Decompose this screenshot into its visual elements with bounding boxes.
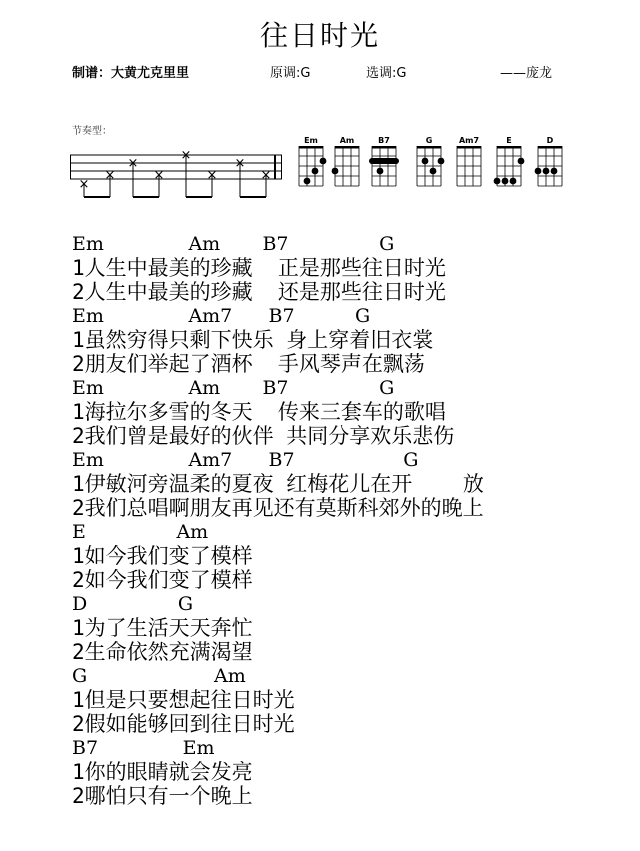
lyric-line: 2如今我们变了模样 — [72, 568, 253, 592]
chord-diagram-em — [299, 136, 326, 186]
chord-name: Am7 — [458, 136, 480, 145]
lyric-line: 2生命依然充满渴望 — [72, 640, 253, 664]
lyric-line: 1你的眼睛就会发亮 — [72, 760, 253, 784]
author-credit: ——庞龙 — [500, 66, 553, 81]
chord-line: Em Am7 B7 G — [72, 449, 419, 471]
chord-name: Em — [304, 136, 318, 145]
chord-line: G Am — [72, 665, 246, 687]
arranger-label: 制谱：大黄尤克里里 — [72, 66, 190, 81]
chord-diagram-g — [417, 136, 444, 186]
lyric-line: 2哪怕只有一个晚上 — [72, 784, 253, 808]
svg-text:×: × — [234, 156, 246, 171]
chord-line: Em Am B7 G — [72, 233, 395, 255]
lyric-line: 2我们总唱啊朋友再见还有莫斯科郊外的晚上 — [72, 496, 484, 520]
chord-line: Em Am7 B7 G — [72, 305, 371, 327]
lyric-line: 1伊敏河旁温柔的夏夜 红梅花儿在开 放 — [72, 472, 484, 496]
original-key: 原调:G — [270, 66, 311, 81]
lyric-line: 1为了生活天天奔忙 — [72, 616, 253, 640]
lyric-line: 1人生中最美的珍藏 正是那些往日时光 — [72, 256, 446, 280]
chord-diagram-b7 — [369, 136, 399, 186]
svg-text:×: × — [260, 168, 272, 183]
chord-name: Am — [339, 136, 355, 145]
chord-name: B7 — [378, 136, 390, 145]
selected-key: 选调:G — [366, 66, 407, 81]
svg-text:×: × — [78, 177, 90, 192]
chord-diagram-am — [332, 136, 359, 186]
chord-diagrams — [292, 134, 572, 194]
svg-text:×: × — [127, 156, 139, 171]
svg-text:×: × — [104, 168, 116, 183]
chord-name: E — [506, 136, 512, 145]
chord-diagram-e — [494, 136, 525, 186]
lyric-line: 1海拉尔多雪的冬天 传来三套车的歌唱 — [72, 400, 446, 424]
chord-line: E Am — [72, 521, 209, 543]
chord-line: B7 Em — [72, 737, 215, 759]
rhythm-pattern-staff — [70, 145, 282, 207]
lyric-line: 2我们曾是最好的伙伴 共同分享欢乐悲伤 — [72, 424, 455, 448]
lyric-line: 2假如能够回到往日时光 — [72, 712, 295, 736]
lyric-line: 2朋友们举起了酒杯 手风琴声在飘荡 — [72, 352, 425, 376]
lyric-line: 1如今我们变了模样 — [72, 544, 253, 568]
chord-line: Em Am B7 G — [72, 377, 395, 399]
svg-text:×: × — [153, 168, 165, 183]
chord-name: G — [425, 136, 433, 145]
lyric-line: 1但是只要想起往日时光 — [72, 688, 295, 712]
svg-text:×: × — [180, 148, 192, 163]
chord-line: D G — [72, 593, 194, 615]
svg-text:×: × — [206, 168, 218, 183]
chord-name: D — [546, 136, 554, 145]
chord-diagram-am7 — [457, 136, 481, 186]
chord-diagram-d — [535, 136, 562, 186]
lyrics-sheet — [72, 232, 484, 808]
rhythm-pattern-label: 节奏型： — [72, 126, 112, 137]
lyric-line: 2人生中最美的珍藏 还是那些往日时光 — [72, 280, 446, 304]
song-title: 往日时光 — [259, 19, 380, 52]
lyric-line: 1虽然穷得只剩下快乐 身上穿着旧衣裳 — [72, 328, 434, 352]
